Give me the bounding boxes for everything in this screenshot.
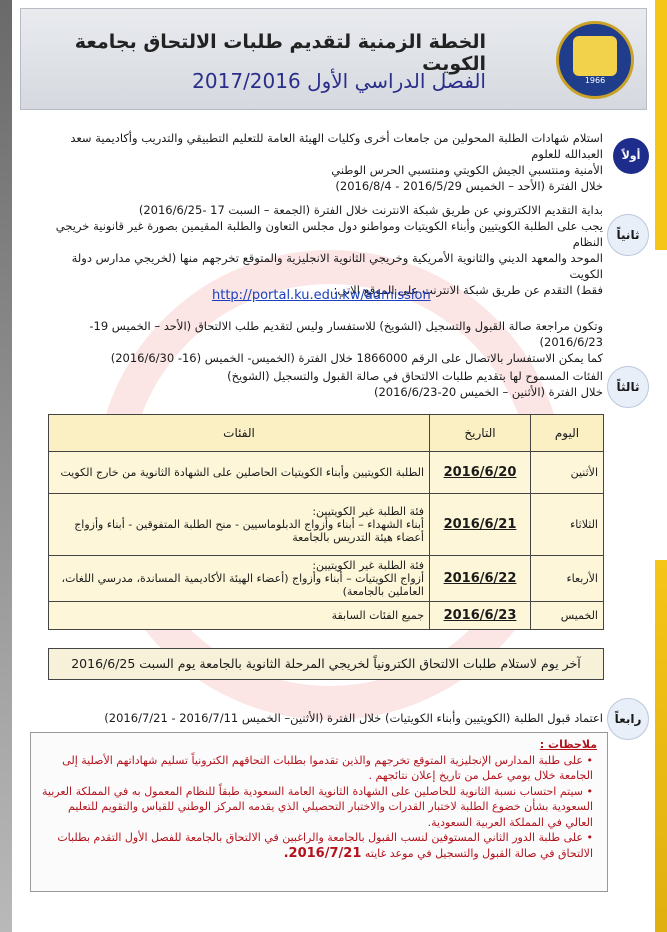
last-day-notice: آخر يوم لاستلام طلبات الالتحاق الكترونياً لخريجي المرحلة الثانوية بالجامعة يوم السبت 2016/6/25 xyxy=(48,648,604,680)
row-date: 2016/6/22 xyxy=(430,556,531,602)
section-4 xyxy=(43,710,603,726)
section-3 xyxy=(43,368,603,400)
table-row xyxy=(49,602,604,630)
note-item: • سيتم احتساب نسبة الثانوية للحاصلين على الشهادة الثانوية العامة السعودية طبقاً للنظام المعمول به في المملكة العربية السعودية بشأن خضوع الطلبة لاختبار القدرات والاختبار التحصيلي الذي يقدمه المركز الوطني للقياس والتقويم للتعليم العالي في المملكة العربية السعودية. xyxy=(41,784,593,831)
section-2-line: بداية التقديم الالكتروني عن طريق شبكة الانترنت خلال الفترة (الجمعة – السبت 17 -2016/6/25) xyxy=(138,203,603,217)
row-category-title: فئة الطلبة غير الكويتيين: xyxy=(312,559,424,572)
note-item xyxy=(41,830,593,861)
row-date: 2016/6/21 xyxy=(430,494,531,556)
section-4-line: اعتماد قبول الطلبة (الكويتيين وأبناء الكويتيات) خلال الفترة (الأثنين– الخميس 2016/7/11 - 2016/7/21) xyxy=(104,711,603,725)
schedule-table xyxy=(48,414,604,630)
table-header-row xyxy=(49,415,604,452)
section-1 xyxy=(43,130,603,194)
section-badge-1: أولاً xyxy=(613,138,649,174)
column-header-date: التاريخ xyxy=(430,415,531,452)
row-category-title: فئة الطلبة غير الكويتيين: xyxy=(312,505,424,518)
column-header-category: الفئات xyxy=(49,415,430,452)
section-1-line: خلال الفترة (الأحد – الخميس 2016/5/29 - 2016/8/4) xyxy=(335,179,603,193)
column-header-day: اليوم xyxy=(531,415,604,452)
row-category-detail: أبناء الشهداء – أبناء وأزواج الدبلوماسيين - منح الطلبة المتفوقين - أبناء وأزواج أعضاء هيئة التدريس بالجامعة xyxy=(74,518,424,544)
notes-list xyxy=(41,753,597,862)
page-subtitle: الفصل الدراسي الأول 2017/2016 xyxy=(192,69,486,93)
section-2-inquiry xyxy=(43,318,603,366)
left-decor-stripe xyxy=(0,0,12,932)
note-final-date: 2016/7/21. xyxy=(283,845,362,861)
page-title: الخطة الزمنية لتقديم طلبات الالتحاق بجامعة الكويت xyxy=(74,31,486,75)
row-category xyxy=(49,494,430,556)
section-2-line: كما يمكن الاستفسار بالاتصال على الرقم 1866000 خلال الفترة (الخميس- الخميس (16- 2016/6/30) xyxy=(110,351,603,365)
section-badge-2: ثانياً xyxy=(607,214,649,256)
section-badge-3: ثالثاً xyxy=(607,366,649,408)
note-item-text: على طلبة الدور الثاني المستوفين لنسب القبول بالجامعة والراغبين في الالتحاق بالجامعة للفصل الأول التقدم بطلبات الالتحاق في صالة القبول والتسجيل في موعد غايته xyxy=(57,831,593,860)
row-day: الخميس xyxy=(531,602,604,630)
section-3-line: الفئات المسموح لها بتقديم طلبات الالتحاق في صالة القبول والتسجيل (الشويخ) xyxy=(227,369,603,383)
section-3-line: خلال الفترة (الأثنين – الخميس 20-2016/6/23) xyxy=(373,385,603,399)
row-date: 2016/6/23 xyxy=(430,602,531,630)
notes-title: ملاحظات : xyxy=(539,738,597,751)
table-row xyxy=(49,556,604,602)
row-day: الأثنين xyxy=(531,452,604,494)
admission-portal-link[interactable]: http://portal.ku.edu.kw/admission xyxy=(212,288,431,303)
section-2-line: يجب على الطلبة الكويتيين وأبناء الكويتيات ومواطنو دول مجلس التعاون والطلبة المقيمين بصورة غير قانونية خريجي النظام xyxy=(55,219,603,249)
row-category xyxy=(49,602,430,630)
section-badge-4: رابعاً xyxy=(607,698,649,740)
section-1-line: الأمنية ومنتسبي الجيش الكويتي ومنتسبي الحرس الوطني xyxy=(331,163,603,177)
right-decor-stripe-bottom xyxy=(655,560,667,932)
section-2-line: فقط) التقدم عن طريق شبكة الانترنت على الموقع الاتي: xyxy=(333,283,603,297)
page-header xyxy=(20,8,647,110)
section-2-line: الموحد والمعهد الديني والثانوية الأمريكية وخريجي الثانوية الانجليزية والمتوقع تخرجهم منها (لخريجي مدارس دولة الكويت xyxy=(71,251,603,281)
logo-year: 1966 xyxy=(584,76,606,85)
note-item: • على طلبة المدارس الإنجليزية المتوقع تخرجهم والذين تقدموا بطلبات التحاقهم الكترونياً تسليم شهاداتهم الأصلية إلى الجامعة خلال يومي عمل من تاريخ إعلان نتائجهم . xyxy=(41,753,593,784)
row-category-title: الطلبة الكويتيين وأبناء الكويتيات الحاصلين على الشهادة الثانوية من خارج الكويت xyxy=(60,466,424,479)
logo-emblem-icon xyxy=(573,36,617,76)
row-category xyxy=(49,556,430,602)
section-2-line: وتكون مراجعة صالة القبول والتسجيل (الشويخ) للاستفسار وليس لتقديم طلب الالتحاق (الأحد – الخميس 19-2016/6/23) xyxy=(89,319,603,349)
university-logo xyxy=(556,21,634,99)
row-category xyxy=(49,452,430,494)
table-row xyxy=(49,494,604,556)
right-decor-stripe-top xyxy=(655,0,667,250)
row-day: الأربعاء xyxy=(531,556,604,602)
section-1-line: استلام شهادات الطلبة المحولين من جامعات أخرى وكليات الهيئة العامة للتعليم التطبيقي والتدريب وأكاديمية سعد العبدالله للعلوم xyxy=(70,131,603,161)
row-day: الثلاثاء xyxy=(531,494,604,556)
row-category-detail: أزواج الكويتيات – أبناء وأزواج (أعضاء الهيئة الأكاديمية المساندة، مدرسي اللغات، العاملين بالجامعة) xyxy=(61,572,424,598)
table-row xyxy=(49,452,604,494)
row-category-title: جميع الفئات السابقة xyxy=(331,609,424,622)
row-date: 2016/6/20 xyxy=(430,452,531,494)
notes-box xyxy=(30,732,608,892)
